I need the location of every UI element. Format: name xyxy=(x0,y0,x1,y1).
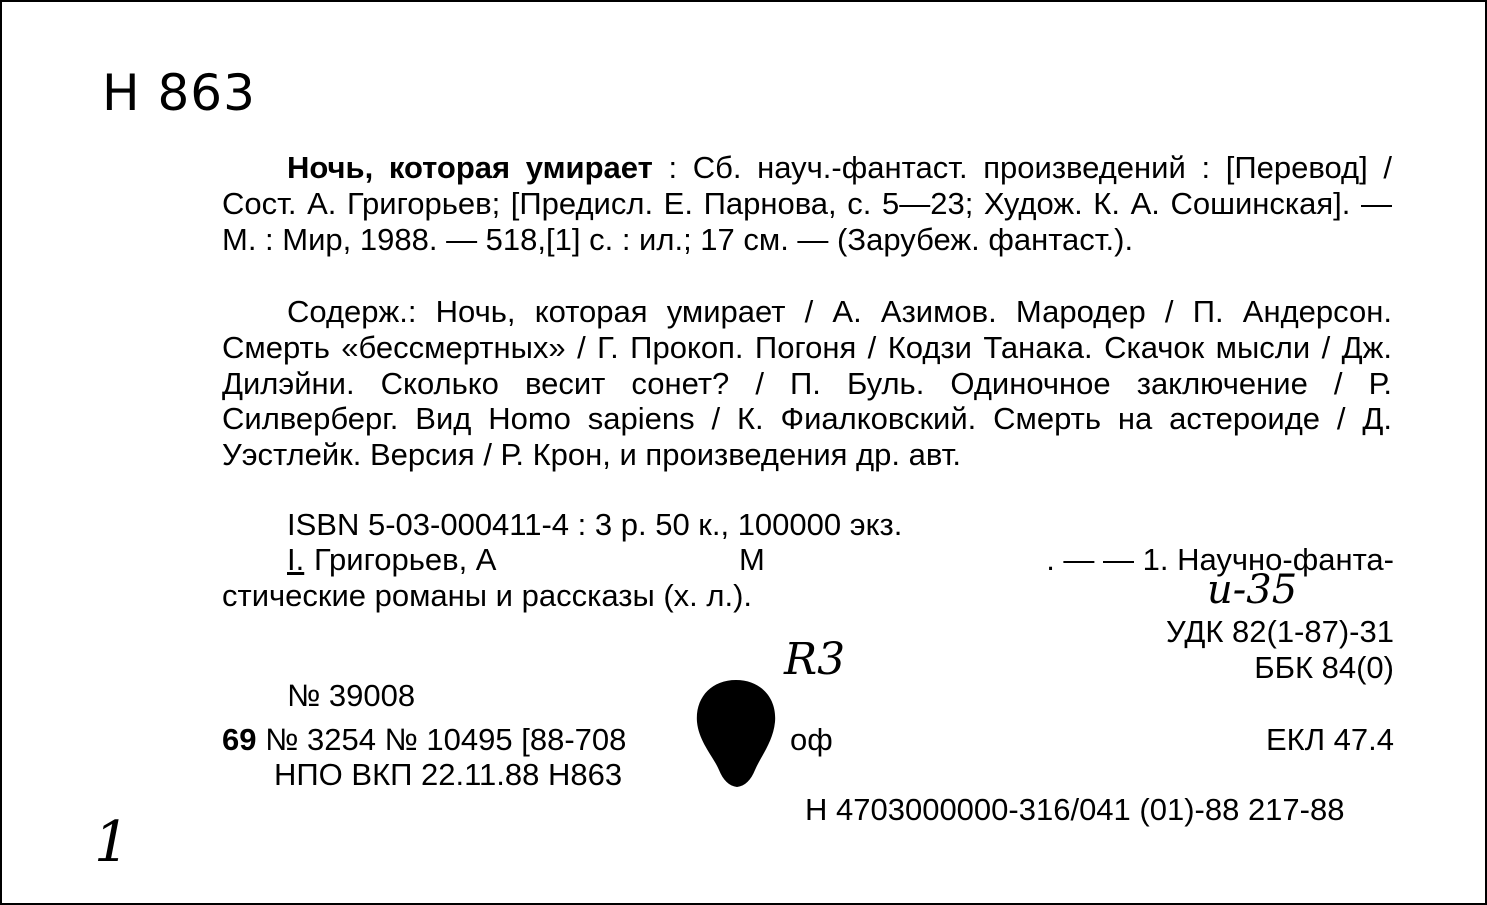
handwritten-number: 1 xyxy=(94,810,130,875)
bibliographic-description xyxy=(222,150,1392,257)
ekl-code: ЕКЛ 47.4 xyxy=(1265,722,1394,757)
catalog-code: Н 4703000000-316/041 (01)-88 217-88 xyxy=(805,792,1345,827)
print-line-suffix: оф xyxy=(790,722,833,757)
udk-code: УДК 82(1-87)-31 xyxy=(1166,614,1394,649)
tracing-letter: М xyxy=(739,542,765,577)
subject-heading: . — — 1. Научно-фанта- xyxy=(1046,542,1394,577)
tracing-roman: I. xyxy=(287,542,305,577)
bbk-code: ББК 84(0) xyxy=(1254,650,1394,685)
print-line: 69 № 3254 № 10495 [88-708 xyxy=(222,722,627,757)
handwritten-mark: R3 xyxy=(784,634,846,685)
order-number: № 39008 xyxy=(287,678,416,713)
subject-continuation: стические романы и рассказы (х. л.). xyxy=(222,578,753,613)
tracing-name: Григорьев, А xyxy=(314,542,497,577)
handwritten-code: и-35 xyxy=(1207,567,1298,613)
ink-blot xyxy=(695,678,777,788)
nio-line: НПО ВКП 22.11.88 Н863 xyxy=(274,757,623,792)
contents-note: Содерж.: Ночь, которая умирает / А. Азимов. Мародер / П. Андерсон. Смерть «бессмертных» / Г. Прокоп. Погоня / Кодзи Танака. Скачок мысли / Дж. Дилэйни. Сколько весит сонет? / П. Буль. Одиночное заключение / Р. Силверберг. Вид Homo sapiens / К. Фиалковский. Смерть на астероиде / Д. Уэстлейк. Версия / Р. Крон, и произведения др. авт. xyxy=(222,294,1392,473)
book-title: Ночь, которая умирает xyxy=(287,150,653,185)
description-details: : Сб. науч.-фантаст. произведений : [Перевод] / Сост. А. Григорьев; [Предисл. Е. Парнова, с. 5—23; Худож. К. А. Сошинская]. — М. : Мир, 1988. — 518,[1] с. : ил.; 17 см. — (Зарубеж. фантаст.). xyxy=(222,150,1392,257)
shelfmark: Н 863 xyxy=(102,64,256,122)
isbn-price-line: ISBN 5-03-000411-4 : 3 р. 50 к., 100000 экз. xyxy=(287,507,903,542)
